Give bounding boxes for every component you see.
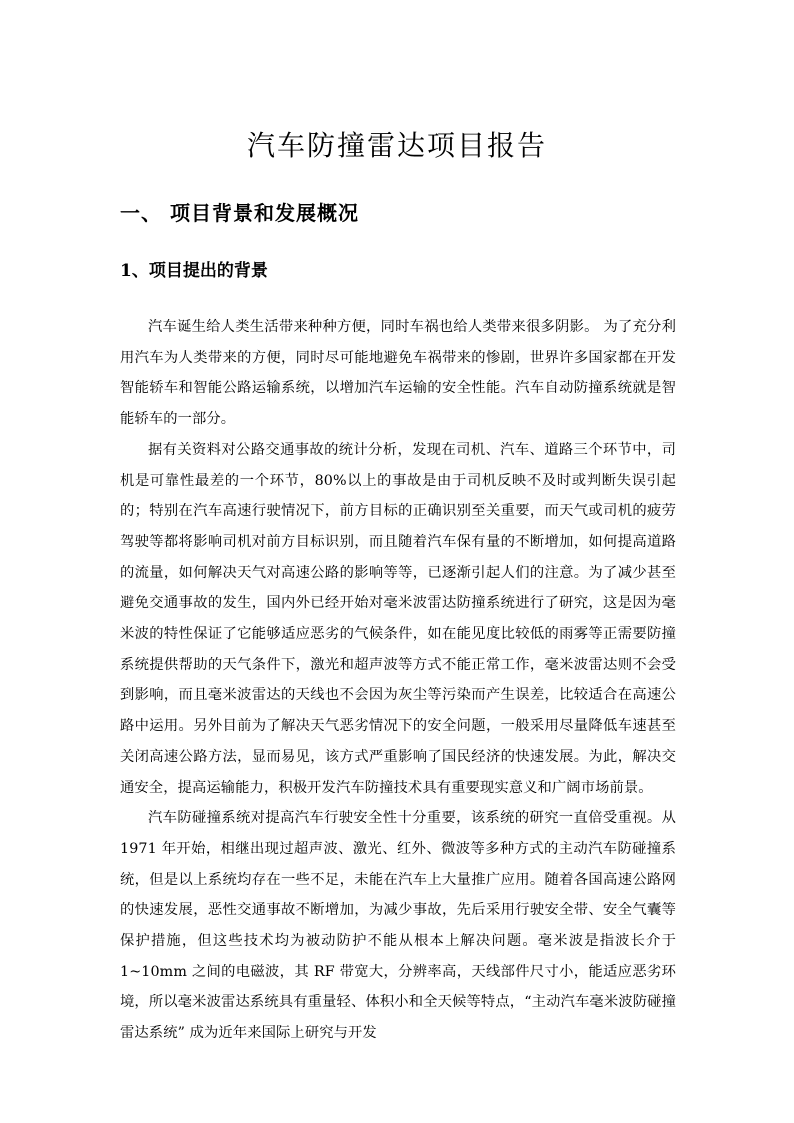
body-text	[120, 312, 676, 1049]
paragraph: 汽车诞生给人类生活带来种种方便，同时车祸也给人类带来很多阴影。 为了充分利用汽车为人类带来的方便，同时尽可能地避免车祸带来的惨剧，世界许多国家都在开发智能轿车和智能公路运输系统，以增加汽车运输的安全性能。汽车自动防撞系统就是智能轿车的一部分。	[120, 319, 676, 428]
document-title: 汽车防撞雷达项目报告	[246, 129, 547, 162]
subsection-heading: 1、项目提出的背景	[120, 261, 268, 281]
section-heading: 一、 项目背景和发展概况	[120, 201, 359, 225]
paragraph: 汽车防碰撞系统对提高汽车行驶安全性十分重要，该系统的研究一直倍受重视。从 1971 年开始，相继出现过超声波、激光、红外、微波等多种方式的主动汽车防碰撞系统，但是以上系统均存在一些不足，未能在汽车上大量推广应用。随着各国高速公路网的快速发展，恶性交通事故不断增加，为减少事故，先后采用行驶安全带、安全气囊等保护措施，但这些技术均为被动防护不能从根本上解决问题。毫米波是指波长介于 1~10mm 之间的电磁波，其 RF 带宽大，分辨率高，天线部件尺寸小，能适应恶劣环境，所以毫米波雷达系统具有重量轻、体积小和全天候等特点，“主动汽车毫米波防碰撞雷达系统” 成为近年来国际上研究与开发	[120, 810, 676, 1042]
paragraph: 据有关资料对公路交通事故的统计分析，发现在司机、汽车、道路三个环节中，司机是可靠性最差的一个环节，80%以上的事故是由于司机反映不及时或判断失误引起的；特别在汽车高速行驶情况下，前方目标的正确识别至关重要，而天气或司机的疲劳驾驶等都将影响司机对前方目标识别，而且随着汽车保有量的不断增加，如何提高道路的流量，如何解决天气对高速公路的影响等等，已逐渐引起人们的注意。为了减少甚至避免交通事故的发生，国内外已经开始对毫米波雷达防撞系统进行了研究，这是因为毫米波的特性保证了它能够适应恶劣的气候条件，如在能见度比较低的雨雾等正需要防撞系统提供帮助的天气条件下，激光和超声波等方式不能正常工作，毫米波雷达则不会受到影响，而且毫米波雷达的天线也不会因为灰尘等污染而产生误差，比较适合在高速公路中运用。另外目前为了解决天气恶劣情况下的安全问题，一般采用尽量降低车速甚至关闭高速公路方法，显而易见，该方式严重影响了国民经济的快速发展。为此，解决交通安全，提高运输能力，积极开发汽车防撞技术具有重要现实意义和广阔市场前景。	[120, 441, 676, 796]
